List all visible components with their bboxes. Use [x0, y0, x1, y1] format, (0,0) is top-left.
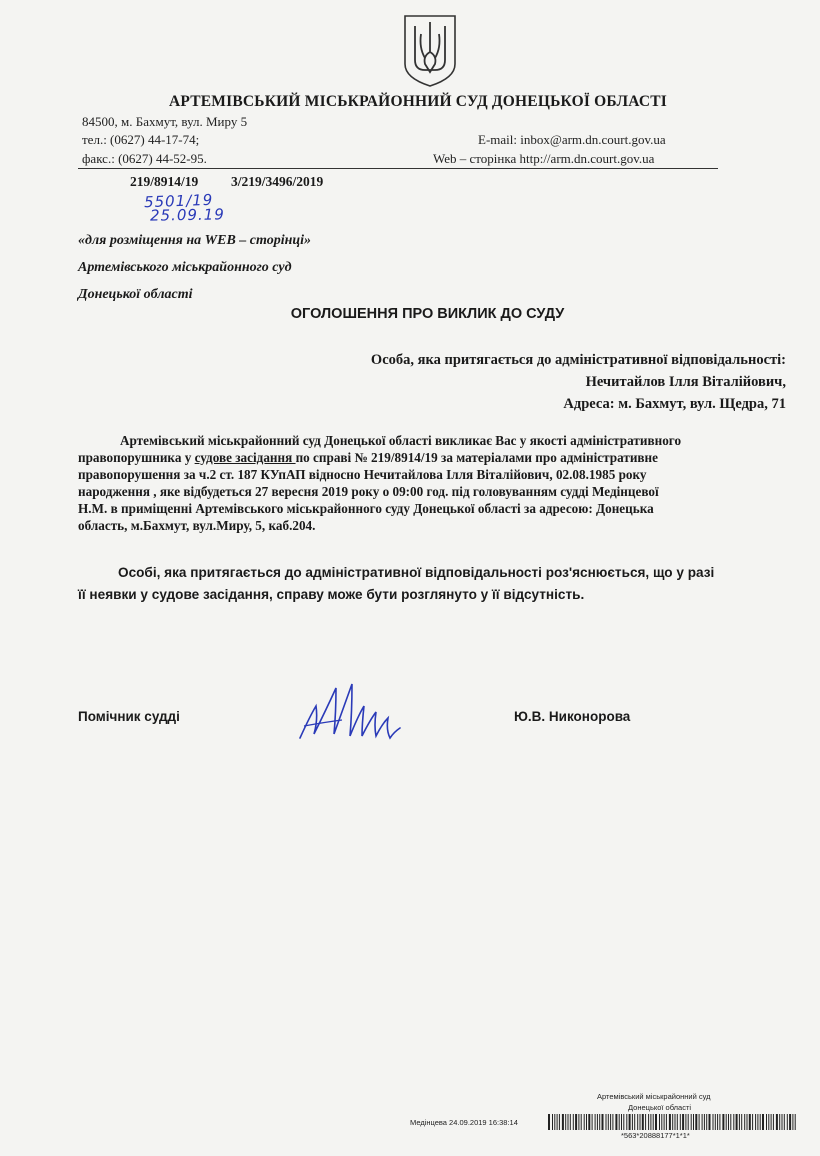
placement-region: Донецької області: [78, 287, 193, 302]
stamp-court-name: Артемівський міськрайонний суд: [597, 1092, 711, 1101]
court-phone: тел.: (0627) 44-17-74;: [82, 132, 200, 147]
court-name-heading: АРТЕМІВСЬКИЙ МІСЬКРАЙОННИЙ СУД ДОНЕЦЬКОЇ ОБЛАСТІ: [168, 93, 668, 110]
summons-paragraph-line: Артемівський міськрайонний суд Донецької області викликає Вас у якості адміністративного: [120, 433, 682, 448]
summons-paragraph-line: Н.М. в приміщенні Артемівського міськрайонного суду Донецької області за адресою: Донецька: [78, 501, 654, 516]
placement-court: Артемівського міськрайонного суд: [78, 260, 292, 275]
barcode: [548, 1114, 798, 1130]
summons-paragraph-line: область, м.Бахмут, вул.Миру, 5, каб.204.: [78, 518, 316, 533]
court-address: 84500, м. Бахмут, вул. Миру 5: [82, 114, 248, 129]
person-label: Особа, яка притягається до адміністративної відповідальності:: [370, 352, 786, 368]
court-fax: факс.: (0627) 44-52-95.: [82, 151, 207, 166]
notice-title: ОГОЛОШЕННЯ ПРО ВИКЛИК ДО СУДУ: [290, 306, 565, 322]
header-divider: [78, 168, 718, 169]
hearing-underlined-text: судове засідання: [194, 450, 296, 465]
signatory-position: Помічник судді: [78, 709, 180, 724]
court-email: E-mail: inbox@arm.dn.court.gov.ua: [478, 132, 666, 147]
summons-paragraph-line: народження , яке відбудеться 27 вересня 2019 року о 09:00 год. під головуванням судді Медінцевої: [78, 484, 659, 499]
person-name: Нечитайлов Ілля Віталійович,: [585, 374, 786, 390]
handwritten-signature: [296, 676, 406, 746]
barcode-number: *563*20888177*1*1*: [621, 1131, 690, 1140]
summons-paragraph-line: правопорушника у судове засідання по справі № 219/8914/19 за матеріалами про адміністративне: [78, 450, 658, 465]
case-number: 219/8914/19: [130, 174, 199, 189]
trident-emblem-icon: [401, 12, 459, 88]
stamp-court-region: Донецької області: [628, 1103, 692, 1112]
person-address: Адреса: м. Бахмут, вул. Щедра, 71: [563, 396, 786, 412]
explanation-line: її неявки у судове засідання, справу може бути розглянуто у її відсутність.: [78, 587, 585, 602]
court-website: Web – сторінка http://arm.dn.court.gov.ua: [433, 151, 655, 166]
proceeding-number: 3/219/3496/2019: [231, 174, 324, 189]
handwritten-registry-date: 25.09.19: [149, 205, 225, 225]
handwritten-registry-number: 5501/19: [143, 190, 214, 212]
signatory-name: Ю.В. Никонорова: [514, 709, 631, 724]
summons-paragraph-line: правопорушення за ч.2 ст. 187 КУпАП відносно Нечитайлова Ілля Віталійович, 02.08.1985 року: [78, 467, 647, 482]
explanation-line: Особі, яка притягається до адміністративної відповідальності роз'яснюється, що у разі: [118, 565, 715, 580]
stamp-clerk-date: Медінцева 24.09.2019 16:38:14: [410, 1118, 518, 1127]
placement-note: «для розміщення на WEB – сторінці»: [78, 233, 312, 248]
